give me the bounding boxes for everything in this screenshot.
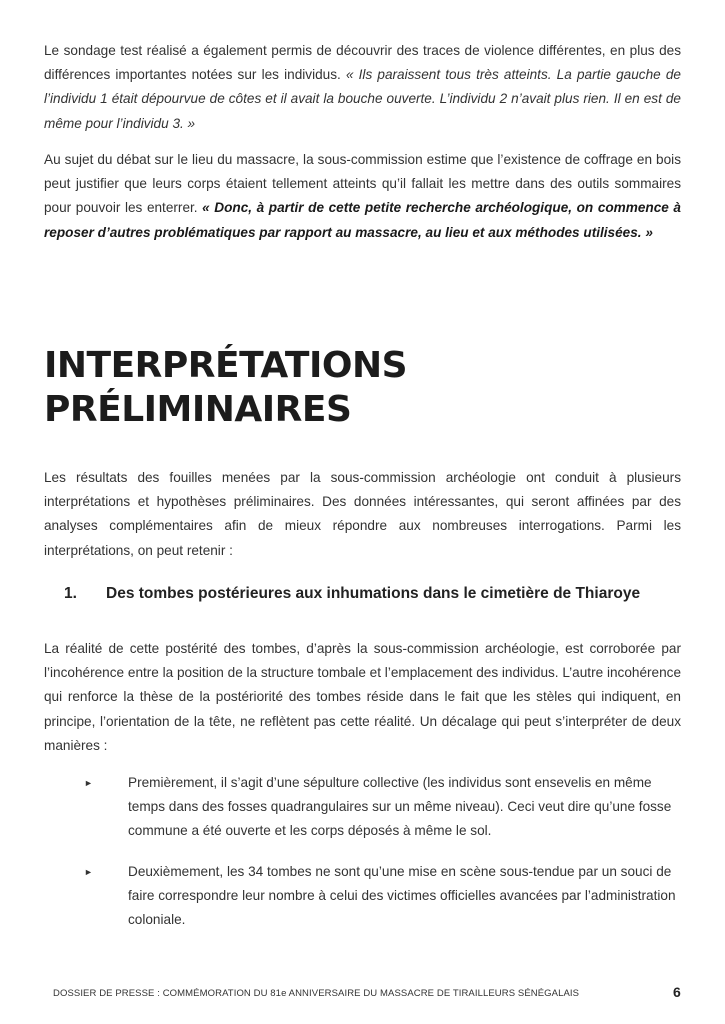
bullet-item xyxy=(84,860,684,933)
triangle-bullet-icon: ► xyxy=(84,867,93,877)
bullet-item xyxy=(84,771,684,844)
section-title-line1: INTERPRÉTATIONS xyxy=(44,345,408,386)
section-title-line2: PRÉLIMINAIRES xyxy=(44,389,352,430)
paragraph-massacre-site xyxy=(44,148,681,245)
section-title xyxy=(44,344,407,432)
footer-text: DOSSIER DE PRESSE : COMMÉMORATION DU 81e ANNIVERSAIRE DU MASSACRE DE TIRAILLEURS SÉNÉGALAIS xyxy=(53,988,580,999)
triangle-bullet-icon: ► xyxy=(84,778,93,788)
paragraph-posterite-tombes: La réalité de cette postérité des tombes, d’après la sous-commission archéologie, est corroborée par l’incohérence entre la position de la structure tombale et l’emplacement des individus. L’autre incohérence qui renforce la thèse de la postériorité des tombes réside dans le fait que les stèles qui indiquent, en principe, l’orientation de la tête, ne reflètent pas cette réalité. Un décalage qui peut s’interpréter de deux manières : xyxy=(44,641,682,753)
paragraph-intro-results: Les résultats des fouilles menées par la sous-commission archéologie ont conduit à plusieurs interprétations et hypothèses préliminaires. Des données intéressantes, qui seront affinées par des analyses complémentaires afin de mieux répondre aux nombreuses interrogations. Parmi les interprétations, on peut retenir : xyxy=(44,470,681,558)
subheading-number: 1. xyxy=(64,585,77,602)
bullet-text: Deuxièmement, les 34 tombes ne sont qu’une mise en scène sous-tendue par un souci de faire correspondre leur nombre à celui des victimes officielles avancées par l’administration coloniale. xyxy=(128,864,676,928)
paragraph-text: Le sondage test réalisé a également permis de découvrir des traces de violence différentes, en plus des différences importantes notées sur les individus. xyxy=(44,43,681,83)
bold-italic-quote: « Donc, à partir de cette petite recherche archéologique, on commence à reposer d’autres problématiques par rapport au massacre, au lieu et aux méthodes utilisées. » xyxy=(44,200,681,240)
paragraph-violence-traces xyxy=(44,39,681,136)
subheading-tombes-posterieures xyxy=(64,585,640,603)
paragraph-text: Au sujet du débat sur le lieu du massacre, la sous-commission estime que l’existence de coffrage en bois peut justifier que leurs corps étaient tellement atteints qu’il fallait les mettre dans des outils sommaires pour pouvoir les enterrer. xyxy=(44,152,681,216)
italic-quote: « Ils paraissent tous très atteints. La partie gauche de l’individu 1 était dépourvue de côtes et il avait la bouche ouverte. L’individu 2 n’avait plus rien. Il en est de même pour l’individu 3. » xyxy=(44,67,681,131)
subheading-text: Des tombes postérieures aux inhumations dans le cimetière de Thiaroye xyxy=(106,585,641,602)
page-number: 6 xyxy=(673,984,681,1000)
bullet-text: Premièrement, il s’agit d’une sépulture collective (les individus sont ensevelis en même temps dans des fosses quadrangulaires sur un même niveau). Ceci veut dire qu’une fosse commune a été ouverte et les corps déposés à même le sol. xyxy=(128,775,672,839)
